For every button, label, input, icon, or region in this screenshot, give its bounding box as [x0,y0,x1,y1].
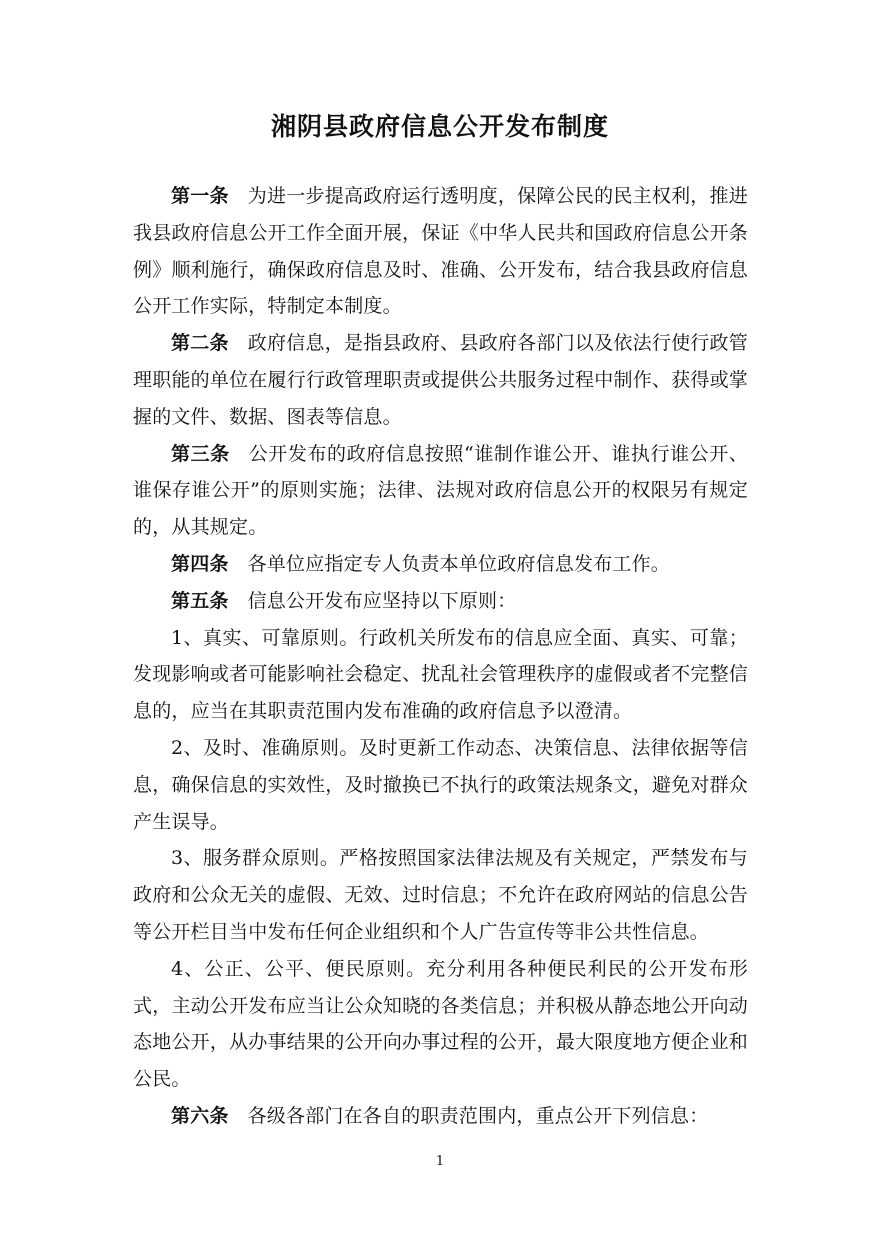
document-title: 湘阴县政府信息公开发布制度 [270,112,609,141]
article-text: 各级各部门在各自的职责范围内，重点公开下列信息： [247,1104,709,1127]
article-4-paragraph [133,546,748,583]
article-label: 第一条 [171,185,229,207]
document-body [133,178,748,1135]
article-3-paragraph [133,436,748,546]
article-text: 为进一步提高政府运行透明度，保障公民的民主权利，推进我县政府信息公开工作全面开展，保证《中华人民共和国政府信息公开条例》顺利施行，确保政府信息及时、准确、公开发布，结合我县政府信息公开工作实际，特制定本制度。 [133,185,748,318]
article-2-paragraph [133,325,748,435]
principle-1-paragraph [133,620,748,730]
article-label: 第六条 [171,1104,229,1127]
principle-text: 4、公正、公平、便民原则。充分利用各种便民利民的公开发布形式，主动公开发布应当让公众知晓的各类信息；并积极从静态地公开向动态地公开，从办事结果的公开向办事过程的公开，最大限度地方便企业和公民。 [133,957,748,1091]
principle-text: 1、真实、可靠原则。行政机关所发布的信息应全面、真实、可靠；发现影响或者可能影响社会稳定、扰乱社会管理秩序的虚假或者不完整信息的，应当在其职责范围内发布准确的政府信息予以澄清。 [133,626,748,723]
article-text: 信息公开发布应坚持以下原则： [247,589,517,612]
article-1-paragraph [133,178,748,325]
article-text: 政府信息，是指县政府、县政府各部门以及依法行使行政管理职能的单位在履行行政管理职责或提供公共服务过程中制作、获得或掌握的文件、数据、图表等信息。 [133,332,748,428]
article-text: 公开发布的政府信息按照“谁制作谁公开、谁执行谁公开、谁保存谁公开”的原则实施；法律、法规对政府信息公开的权限另有规定的，从其规定。 [133,442,748,539]
article-label: 第五条 [171,589,229,612]
article-6-paragraph [133,1098,748,1135]
article-text: 各单位应指定专人负责本单位政府信息发布工作。 [247,552,671,575]
principle-text: 2、及时、准确原则。及时更新工作动态、决策信息、法律依据等信息，确保信息的实效性，及时撤换已不执行的政策法规条文，避免对群众产生误导。 [133,736,748,833]
principle-text: 3、服务群众原则。严格按照国家法律法规及有关规定，严禁发布与政府和公众无关的虚假、无效、过时信息；不允许在政府网站的信息公告等公开栏目当中发布任何企业组织和个人广告宣传等非公共性信息。 [133,847,748,943]
article-label: 第三条 [171,442,230,465]
article-label: 第二条 [171,332,229,355]
principle-4-paragraph [133,951,748,1098]
principle-2-paragraph [133,730,748,840]
article-label: 第四条 [171,552,229,575]
page-number: 1 [435,1154,445,1169]
principle-3-paragraph [133,840,748,950]
article-5-paragraph [133,583,748,620]
